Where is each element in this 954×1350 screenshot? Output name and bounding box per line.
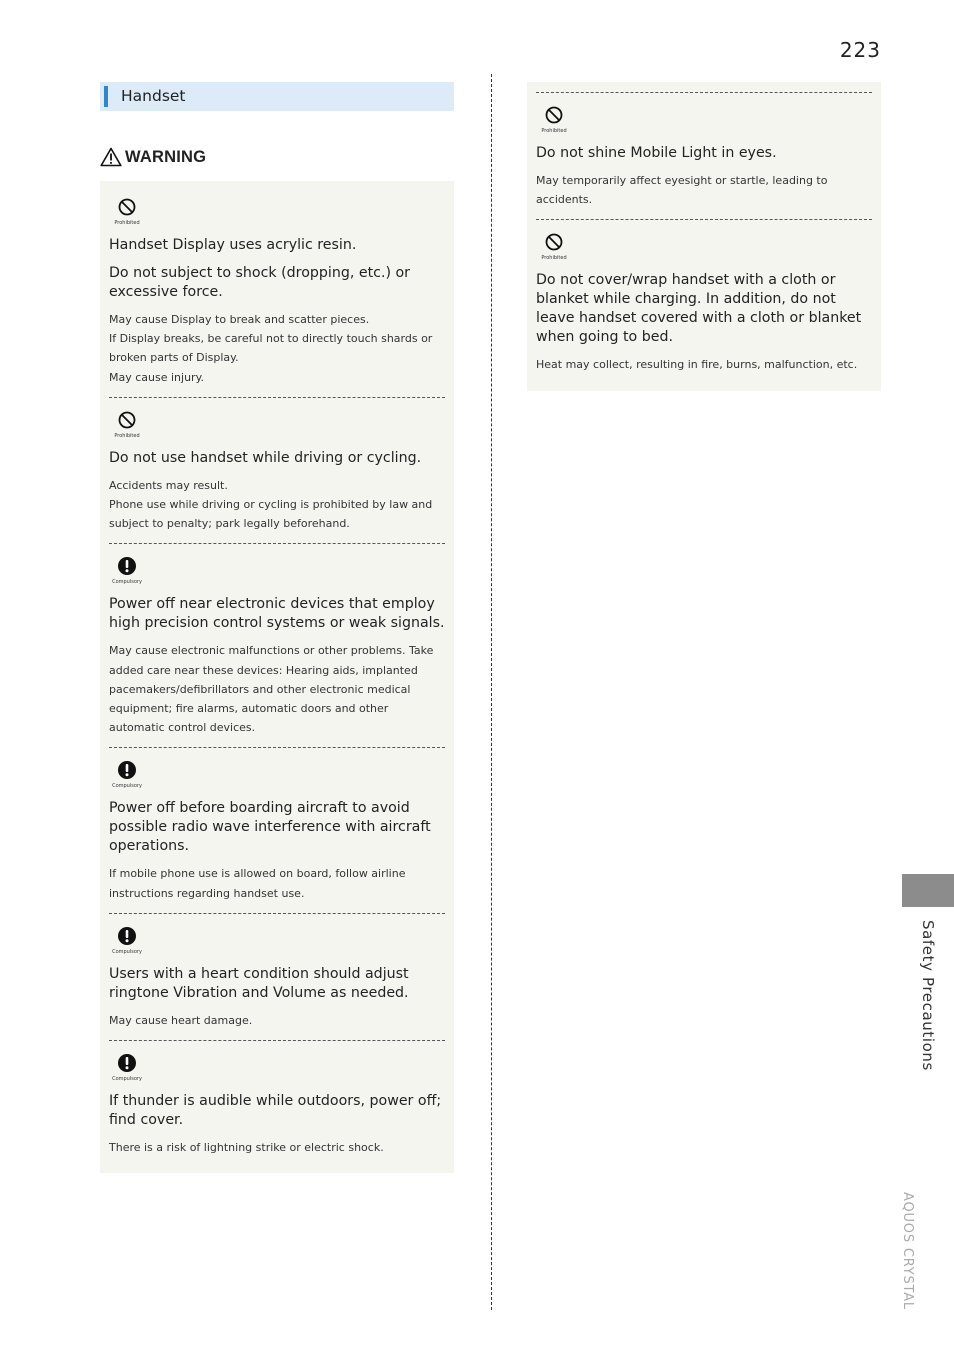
- warning-item: [109, 185, 445, 387]
- right-column: [527, 82, 881, 391]
- prohibited-icon: [536, 232, 576, 264]
- warning-item: [109, 397, 445, 534]
- note-line: Accidents may result.: [109, 478, 228, 492]
- item-main-text: Do not cover/wrap handset with a cloth or blanket while charging. In addition, do not leave handset covered with a cloth or blanket when going to bed.: [536, 272, 862, 346]
- side-tab-label: Safety Precautions: [919, 920, 937, 1071]
- column-divider: [491, 74, 492, 1310]
- warning-triangle-icon: [100, 147, 122, 167]
- prohibited-icon-label: Prohibited: [541, 128, 567, 134]
- warning-box-right: [527, 82, 881, 391]
- warning-box-left: [100, 181, 454, 1173]
- prohibited-icon-label: Prohibited: [114, 220, 140, 226]
- item-note-text: May cause electronic malfunctions or other problems. Take added care near these devices: Hearing aids, implanted pacemakers/defibrillators and other electronic medical equipment; fire alarms, automatic doors and other automatic control devices.: [109, 644, 434, 735]
- warning-item: [109, 913, 445, 1030]
- warning-label: WARNING: [125, 147, 207, 166]
- item-main-text: Users with a heart condition should adjust ringtone Vibration and Volume as needed.: [109, 965, 409, 1001]
- note-line: Phone use while driving or cycling is prohibited by law and subject to penalty; park legally beforehand.: [109, 498, 433, 531]
- item-main-text: Do not subject to shock (dropping, etc.) or excessive force.: [109, 265, 411, 300]
- side-tab-marker: [902, 874, 954, 907]
- warning-item: [109, 747, 445, 902]
- compulsory-icon: [109, 1053, 149, 1085]
- note-line: If Display breaks, be careful not to directly touch shards or broken parts of Display.: [109, 332, 433, 365]
- item-note-text: There is a risk of lightning strike or electric shock.: [109, 1141, 384, 1155]
- compulsory-icon: [109, 760, 149, 792]
- item-note-text: If mobile phone use is allowed on board, follow airline instructions regarding handset use.: [109, 867, 406, 900]
- footer-product-label: AQUOS CRYSTAL: [900, 1192, 915, 1310]
- item-main-text: Handset Display uses acrylic resin.: [109, 237, 357, 253]
- section-title: Handset: [121, 87, 186, 105]
- compulsory-icon-label: Compulsory: [112, 948, 142, 955]
- item-note-text: May temporarily affect eyesight or startle, leading to accidents.: [536, 174, 828, 207]
- page-number: 223: [839, 38, 881, 62]
- warning-item: [536, 219, 872, 374]
- prohibited-icon-label: Prohibited: [114, 432, 140, 439]
- item-note-text: Heat may collect, resulting in fire, burns, malfunction, etc.: [536, 358, 858, 372]
- prohibited-icon: [109, 197, 149, 229]
- compulsory-icon-label: Compulsory: [112, 579, 142, 586]
- prohibited-icon: [536, 105, 576, 137]
- warning-item: [536, 92, 872, 209]
- warning-heading: [100, 145, 454, 169]
- item-main-text: Power off near electronic devices that employ high precision control systems or weak signals.: [109, 596, 445, 632]
- prohibited-icon: [109, 410, 149, 442]
- item-note-text: [109, 310, 445, 387]
- item-main-text: If thunder is audible while outdoors, power off; find cover.: [109, 1093, 442, 1129]
- item-main-text: Do not shine Mobile Light in eyes.: [536, 145, 777, 161]
- note-line: May cause injury.: [109, 370, 205, 384]
- section-header: [100, 82, 454, 111]
- compulsory-icon: [109, 556, 149, 588]
- warning-item: [109, 543, 445, 737]
- warning-item: [109, 1040, 445, 1157]
- compulsory-icon-label: Compulsory: [112, 783, 142, 790]
- left-column: [100, 82, 454, 1173]
- compulsory-icon: [109, 926, 149, 958]
- compulsory-icon-label: Compulsory: [112, 1076, 142, 1083]
- note-line: May cause Display to break and scatter pieces.: [109, 313, 370, 326]
- prohibited-icon-label: Prohibited: [541, 255, 567, 262]
- item-main-text: Do not use handset while driving or cycling.: [109, 449, 422, 466]
- item-note-text: May cause heart damage.: [109, 1013, 253, 1027]
- item-note-text: [109, 476, 445, 534]
- item-main-text: Power off before boarding aircraft to avoid possible radio wave interference with aircraft operations.: [109, 800, 431, 855]
